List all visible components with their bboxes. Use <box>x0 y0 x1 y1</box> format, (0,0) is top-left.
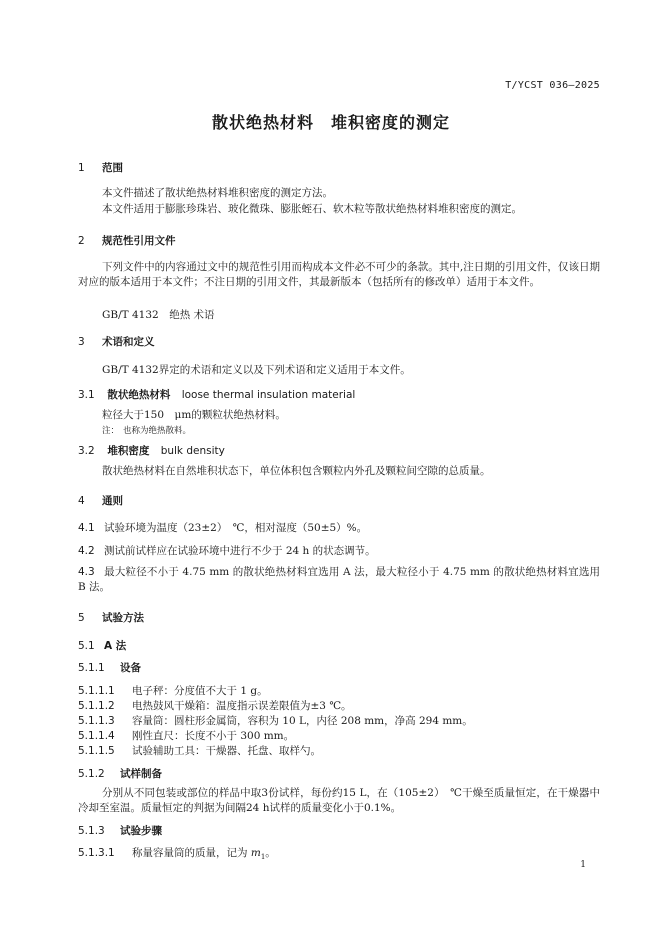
clause-number: 5.1.1.5 <box>78 745 115 757</box>
clause-text: 容量筒：圆柱形金属筒，容积为 10 L，内径 208 mm，净高 294 mm。 <box>132 715 473 727</box>
section-3-heading <box>78 334 155 349</box>
clause-number: 5.1.1 <box>78 662 105 674</box>
subsection-5-1-3-heading <box>78 823 162 838</box>
clause-number: 5.1.3.1 <box>78 847 115 859</box>
clause-number: 4.2 <box>78 545 95 557</box>
clause-number: 4.1 <box>78 522 95 534</box>
term-3-2-heading <box>78 443 225 458</box>
subsection-5-1-heading <box>78 638 126 653</box>
clause-end: 。 <box>265 847 276 859</box>
document-number: T/YCST 036—2025 <box>505 80 600 91</box>
note-text: 也称为绝热散料。 <box>123 426 192 436</box>
clause-4-2 <box>78 543 376 558</box>
variable-m: m <box>250 847 261 859</box>
section-number: 4 <box>78 495 85 507</box>
clause-text: 试验辅助工具：干燥器、托盘、取样勺。 <box>132 745 321 757</box>
term-en: bulk density <box>160 445 225 457</box>
section-5-heading <box>78 610 144 625</box>
clause-4-1 <box>78 520 367 535</box>
clause-title: 试样制备 <box>120 768 162 780</box>
clause-text: 最大粒径不小于 4.75 mm 的散状绝热材料宜选用 A 法，最大粒径小于 4.75 mm 的散状绝热材料宜选用 B 法。 <box>78 566 600 593</box>
clause-text: 测试前试样应在试验环境中进行不少于 24 h 的状态调节。 <box>104 545 376 557</box>
subsection-5-1-2-heading <box>78 766 162 781</box>
term-definition: 散状绝热材料在自然堆积状态下，单位体积包含颗粒内外孔及颗粒间空隙的总质量。 <box>102 465 491 477</box>
variable-subscript: 1 <box>260 853 266 862</box>
equipment-item <box>78 698 352 713</box>
section-number: 5 <box>78 612 85 624</box>
clause-number: 5.1.1.1 <box>78 685 115 697</box>
section-title: 范围 <box>102 162 123 174</box>
clause-number: 4.3 <box>78 566 95 578</box>
document-title: 散状绝热材料 堆积密度的测定 <box>211 113 450 132</box>
clause-number: 5.1 <box>78 640 95 652</box>
page-number: 1 <box>580 860 586 870</box>
equipment-item <box>78 728 294 743</box>
section-number: 1 <box>78 162 85 174</box>
term-definition: 粒径大于150 μm的颗粒状绝热材料。 <box>102 409 286 421</box>
clause-number: 3.2 <box>78 445 95 457</box>
clause-number: 5.1.3 <box>78 825 105 837</box>
paragraph: 本文件适用于膨胀珍珠岩、玻化微珠、膨胀蛭石、软木粒等散状绝热材料堆积密度的测定。 <box>102 203 522 215</box>
section-title: 通则 <box>102 495 123 507</box>
clause-text: 称量容量筒的质量，记为 <box>132 847 251 859</box>
clause-text: 电子秤：分度值不大于 1 g。 <box>132 685 268 697</box>
equipment-item <box>78 683 268 698</box>
clause-text: 刚性直尺：长度不小于 300 mm。 <box>132 730 295 742</box>
term-en: loose thermal insulation material <box>181 389 356 401</box>
equipment-item <box>78 743 321 758</box>
section-number: 3 <box>78 336 85 348</box>
term-zh: 堆积密度 <box>107 445 150 457</box>
term-zh: 散状绝热材料 <box>107 389 171 401</box>
clause-5-1-3-1 <box>78 845 276 861</box>
clause-4-3 <box>78 565 600 595</box>
clause-text: 试验环境为温度（23±2） ℃，相对湿度（50±5）%。 <box>104 522 368 534</box>
normative-reference: GB/T 4132 绝热 术语 <box>102 309 215 321</box>
clause-number: 3.1 <box>78 389 95 401</box>
paragraph: 下列文件中的内容通过文中的规范性引用而构成本文件必不可少的条款。其中,注日期的引用文件，仅该日期对应的版本适用于本文件；不注日期的引用文件，其最新版本（包括所有的修改单）适用于本文件。 <box>78 261 600 288</box>
term-note <box>102 424 191 436</box>
section-title: 试验方法 <box>102 612 144 624</box>
clause-title: 试验步骤 <box>120 825 162 837</box>
section-4-heading <box>78 493 123 508</box>
section-number: 2 <box>78 235 85 247</box>
paragraph: 分别从不同包装或部位的样品中取3份试样，每份约15 L，在（105±2） ℃干燥至质量恒定，在干燥器中冷却至室温。质量恒定的判据为间隔24 h试样的质量变化小于0.1%。 <box>78 787 600 814</box>
section-title: 规范性引用文件 <box>102 235 176 247</box>
paragraph: GB/T 4132界定的术语和定义以及下列术语和定义适用于本文件。 <box>102 364 411 376</box>
clause-number: 5.1.1.2 <box>78 700 115 712</box>
equipment-item <box>78 713 473 728</box>
subsection-5-1-1-heading <box>78 660 141 675</box>
paragraph: 本文件描述了散状绝热材料堆积密度的测定方法。 <box>102 187 333 199</box>
section-1-heading <box>78 160 123 175</box>
section-title: 术语和定义 <box>102 336 155 348</box>
section-2-heading <box>78 233 176 248</box>
note-label: 注： <box>102 426 120 436</box>
clause-text: 电热鼓风干燥箱：温度指示误差限值为±3 ℃。 <box>132 700 352 712</box>
term-3-1-heading <box>78 387 355 402</box>
clause-number: 5.1.1.4 <box>78 730 115 742</box>
clause-title: A 法 <box>104 640 127 652</box>
clause-number: 5.1.1.3 <box>78 715 115 727</box>
clause-number: 5.1.2 <box>78 768 105 780</box>
clause-title: 设备 <box>120 662 141 674</box>
